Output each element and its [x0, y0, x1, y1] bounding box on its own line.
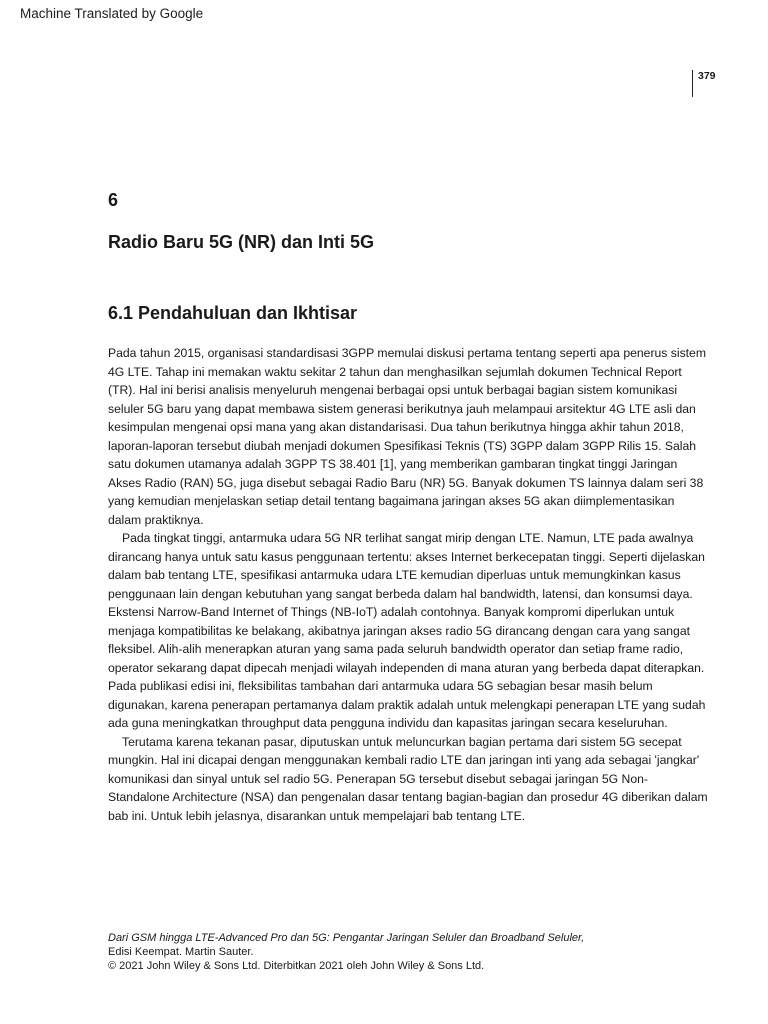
footer-book-title: Dari GSM hingga LTE-Advanced Pro dan 5G: Pengantar Jaringan Seluler dan Broadband Seluler, [108, 932, 585, 944]
chapter-title: Radio Baru 5G (NR) dan Inti 5G [108, 232, 375, 252]
body-text [108, 344, 708, 825]
paragraph-1: Pada tahun 2015, organisasi standardisasi 3GPP memulai diskusi pertama tentang seperti apa penerus sistem 4G LTE. Tahap ini memakan waktu sekitar 2 tahun dan menghasilkan sejumlah dokumen Technical Report (TR). Hal ini berisi analisis menyeluruh mengenai berbagai opsi untuk berbagai bagian sistem komunikasi seluler 5G baru yang dapat membawa sistem generasi berikutnya jauh melampaui arsitektur 4G LTE asli dan kesimpulan mengenai opsi mana yang akan distandarisasi. Dua tahun berikutnya hingga akhir tahun 2018, laporan-laporan tersebut diubah menjadi dokumen Spesifikasi Teknis (TS) 3GPP dalam 3GPP Rilis 15. Salah satu dokumen utamanya adalah 3GPP TS 38.401 [1], yang memberikan gambaran tingkat tinggi Jaringan Akses Radio (RAN) 5G, juga disebut sebagai Radio Baru (NR) 5G. Banyak dokumen TS lainnya dalam seri 38 yang kemudian menjelaskan setiap detail tentang bagaimana jaringan akses 5G akan diimplementasikan dalam praktiknya. [108, 346, 706, 527]
section-title: 6.1 Pendahuluan dan Ikhtisar [108, 303, 358, 323]
footer-copyright: © 2021 John Wiley & Sons Ltd. Diterbitkan 2021 oleh John Wiley & Sons Ltd. [108, 960, 485, 972]
page-number: 379 [698, 70, 716, 82]
footer-edition-author: Edisi Keempat. Martin Sauter. [108, 946, 254, 958]
chapter-number: 6 [108, 190, 119, 210]
paragraph-3: Terutama karena tekanan pasar, diputuskan untuk meluncurkan bagian pertama dari sistem 5G secepat mungkin. Hal ini dicapai dengan menggunakan kembali radio LTE dan jaringan inti yang ada sebagai 'jangkar' komunikasi dan sinyal untuk sel radio 5G. Penerapan 5G tersebut disebut sebagai jaringan 5G Non-Standalone Architecture (NSA) dan pengenalan dasar tentang bagian-bagian dan prosedur 4G diberikan dalam bab ini. Untuk lebih jelasnya, disarankan untuk mempelajari bab tentang LTE. [108, 734, 708, 823]
footer-citation [108, 931, 708, 973]
page-number-marker [692, 70, 716, 97]
paragraph-2: Pada tingkat tinggi, antarmuka udara 5G NR terlihat sangat mirip dengan LTE. Namun, LTE pada awalnya dirancang hanya untuk satu kasus penggunaan tertentu: akses Internet berkecepatan tinggi. Seperti dijelaskan dalam bab tentang LTE, spesifikasi antarmuka udara LTE kemudian diperluas untuk memungkinkan kasus penggunaan lain dengan kebutuhan yang sangat berbeda dalam hal bandwidth, latensi, dan konsumsi daya. Ekstensi Narrow-Band Internet of Things (NB-IoT) adalah contohnya. Banyak kompromi diperlukan untuk menjaga kompatibilitas ke belakang, akibatnya jaringan akses radio 5G dirancang dengan cara yang sangat fleksibel. Alih-alih menerapkan aturan yang sama pada seluruh bandwidth operator dan setiap frame radio, operator sekarang dapat dipecah menjadi wilayah independen di mana aturan yang berbeda dapat diterapkan. Pada publikasi edisi ini, fleksibilitas tambahan dari antarmuka udara 5G sebagian besar masih belum digunakan, karena penerapan pertamanya dalam praktik adalah untuk melengkapi penerapan LTE yang sudah ada guna meningkatkan throughput data pengguna individu dan kapasitas jaringan secara keseluruhan. [108, 531, 706, 730]
machine-translation-banner: Machine Translated by Google [20, 6, 204, 21]
